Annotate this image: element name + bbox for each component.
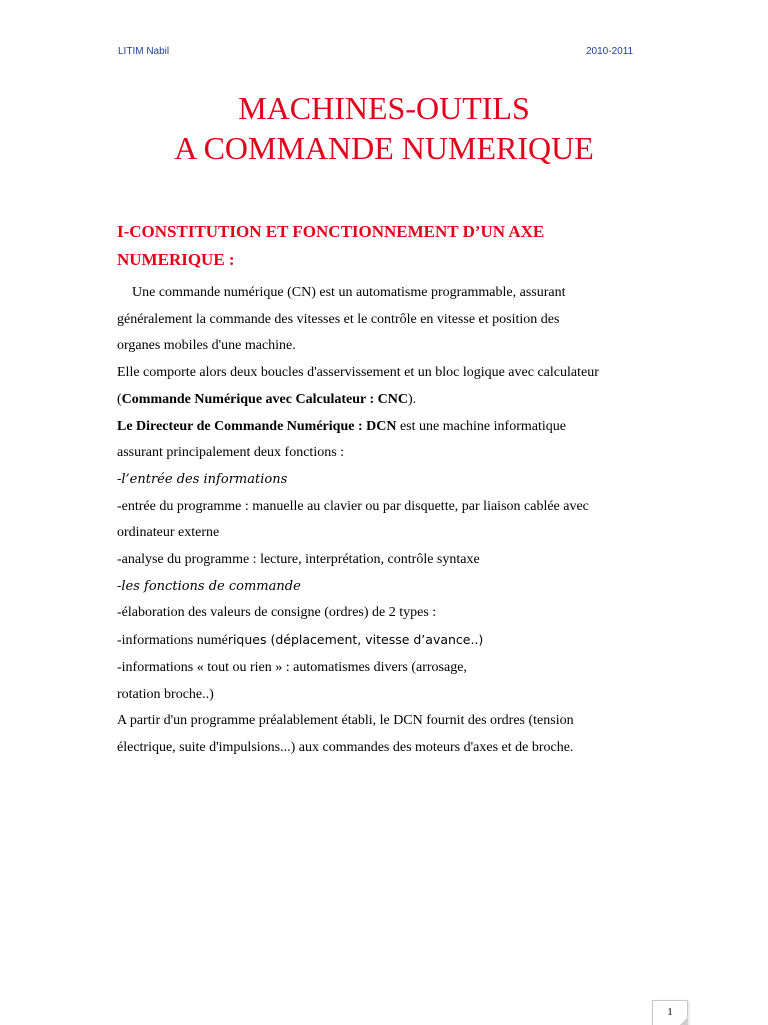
page-number: 1 — [667, 1006, 673, 1018]
section-heading-line-1: I-CONSTITUTION ET FONCTIONNEMENT D’UN AXE — [117, 222, 545, 241]
paragraph-4-line-1: A partir d'un programme préalablement établi, le DCN fournit des ordres (tension — [117, 713, 574, 729]
item-entree-programme-line-1: -entrée du programme : manuelle au clavier ou par disquette, par liaison cablée avec — [117, 498, 589, 514]
title-line-1: MACHINES-OUTILS — [238, 90, 530, 126]
header-year: 2010-2011 — [586, 46, 634, 57]
paragraph-1-line-3: organes mobiles d'une machine. — [117, 338, 296, 354]
item-informations-numeriques-start: -informations numé — [117, 633, 228, 649]
cnc-definition: Commande Numérique avec Calculateur : CNC — [121, 391, 408, 407]
item-informations-numeriques-end: riques (déplacement, vitesse d’avance..) — [227, 632, 484, 648]
paragraph-1-line-2: généralement la commande des vitesses et le contrôle en vitesse et position des — [117, 311, 560, 327]
section-heading-line-2: NUMERIQUE : — [117, 250, 235, 269]
item-tout-ou-rien-line-1: -informations « tout ou rien » : automatismes divers (arrosage, — [117, 659, 467, 675]
body-text — [117, 280, 657, 762]
dcn-definition: Le Directeur de Commande Numérique : DCN — [117, 418, 397, 434]
paragraph-3-line-2: assurant principalement deux fonctions : — [117, 445, 345, 461]
item-tout-ou-rien-line-2: rotation broche..) — [117, 686, 214, 702]
item-entree-programme-line-2: ordinateur externe — [117, 525, 220, 541]
header-author: LITIM Nabil — [118, 46, 170, 57]
paragraph-2-line-1: Elle comporte alors deux boucles d'asservissement et un bloc logique avec calculateur — [117, 365, 599, 381]
paragraph-2-open-paren: ( — [117, 391, 122, 407]
subheading-entree-informations: -l’entrée des informations — [117, 471, 288, 487]
document-title — [0, 88, 768, 168]
paragraph-3-rest: est une machine informatique — [396, 418, 566, 434]
paragraph-4-line-2: électrique, suite d'impulsions...) aux commandes des moteurs d'axes et de broche. — [117, 739, 574, 755]
paragraph-1-line-1: Une commande numérique (CN) est un automatisme programmable, assurant — [132, 285, 566, 300]
section-heading — [117, 218, 637, 274]
page-number-box — [652, 1000, 688, 1025]
paragraph-2-line-2 — [117, 387, 657, 414]
item-analyse-programme: -analyse du programme : lecture, interprétation, contrôle syntaxe — [117, 552, 480, 568]
title-line-2: A COMMANDE NUMERIQUE — [174, 130, 594, 166]
subheading-fonctions-commande: -les fonctions de commande — [117, 578, 301, 594]
item-informations-numeriques — [117, 627, 657, 655]
paragraph-2-close-paren: ). — [408, 391, 417, 407]
paragraph-3-line-1 — [117, 414, 657, 441]
item-elaboration-consigne: -élaboration des valeurs de consigne (ordres) de 2 types : — [117, 605, 437, 621]
